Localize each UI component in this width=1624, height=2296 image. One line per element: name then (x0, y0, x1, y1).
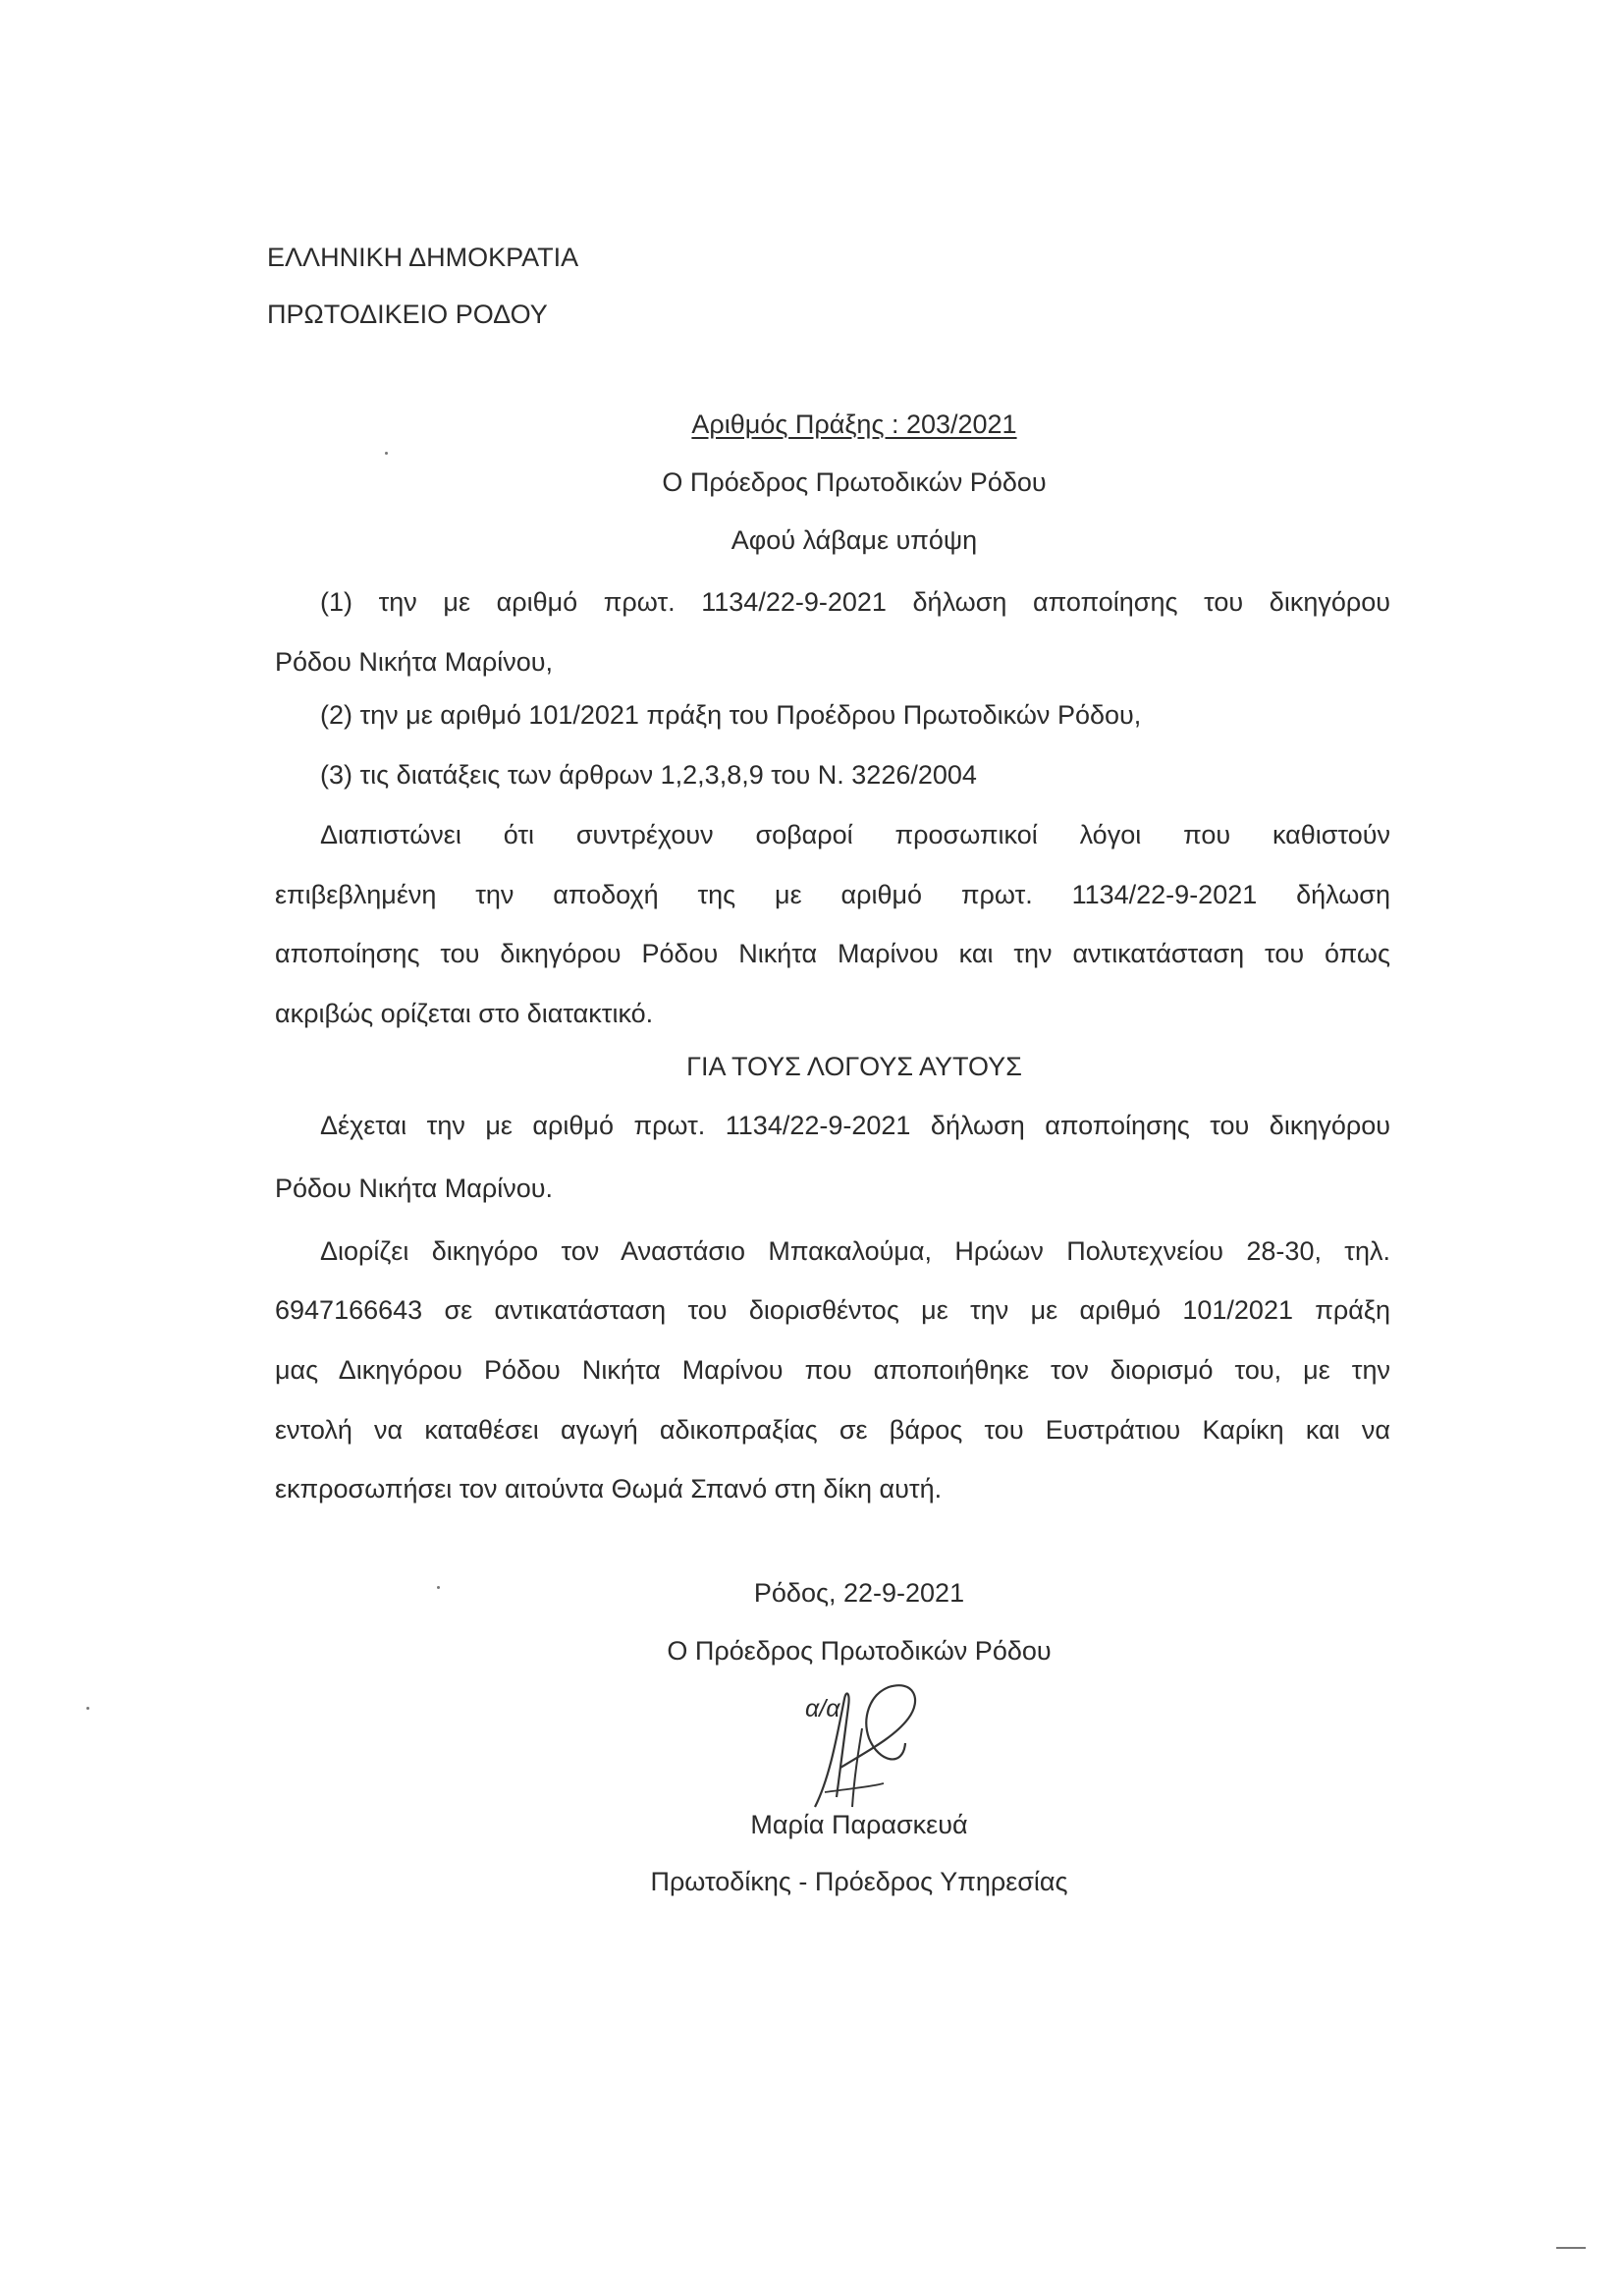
act-number: Αριθμός Πράξης : 203/2021 (691, 410, 1017, 439)
signer-role: Ο Πρόεδρος Πρωτοδικών Ρόδου (667, 1636, 1052, 1666)
decision-2-line-4: εντολή να καταθέσει αγωγή αδικοπραξίας σε βάρος του Ευστράτιου Καρίκη και να (275, 1415, 1390, 1445)
place-date: Ρόδος, 22-9-2021 (753, 1578, 965, 1608)
decision-2-line-3: μας Δικηγόρου Ρόδου Νικήτα Μαρίνου που αποποιήθηκε τον διορισμό του, με την (275, 1355, 1390, 1385)
finding-line-1: Διαπιστώνει ότι συντρέχουν σοβαροί προσωπικοί λόγοι που καθιστούν (320, 820, 1390, 849)
consideration-3: (3) τις διατάξεις των άρθρων 1,2,3,8,9 του Ν. 3226/2004 (320, 760, 977, 790)
scan-speck (437, 1586, 440, 1589)
scan-speck (385, 452, 388, 455)
decision-2-line-5: εκπροσωπήσει τον αιτούντα Θωμά Σπανό στη δίκη αυτή. (275, 1474, 943, 1503)
republic-heading: ΕΛΛΗΝΙΚΗ ΔΗΜΟΚΡΑΤΙΑ (267, 243, 579, 272)
finding-line-3: αποποίησης του δικηγόρου Ρόδου Νικήτα Μαρίνου και την αντικατάσταση του όπως (275, 939, 1390, 968)
reasons-heading: ΓΙΑ ΤΟΥΣ ΛΟΓΟΥΣ ΑΥΤΟΥΣ (686, 1052, 1022, 1081)
act-issuer: Ο Πρόεδρος Πρωτοδικών Ρόδου (662, 467, 1047, 497)
consideration-2: (2) την με αριθμό 101/2021 πράξη του Προέδρου Πρωτοδικών Ρόδου, (320, 700, 1142, 730)
court-heading: ΠΡΩΤΟΔΙΚΕΙΟ ΡΟΔΟΥ (267, 300, 548, 329)
decision-2-line-1: Διορίζει δικηγόρο τον Αναστάσιο Μπακαλούμα, Ηρώων Πολυτεχνείου 28-30, τηλ. (320, 1236, 1390, 1266)
finding-line-4: ακριβώς ορίζεται στο διατακτικό. (275, 999, 654, 1028)
scan-speck (86, 1707, 89, 1710)
scan-speck (1556, 2247, 1586, 2249)
decision-2-line-2: 6947166643 σε αντικατάσταση του διορισθέντος με την με αριθμό 101/2021 πράξη (275, 1295, 1390, 1325)
decision-1-line-1: Δέχεται την με αριθμό πρωτ. 1134/22-9-2021 δήλωση αποποίησης του δικηγόρου (320, 1111, 1390, 1140)
handwritten-signature (776, 1660, 962, 1827)
finding-line-2: επιβεβλημένη την αποδοχή της με αριθμό πρωτ. 1134/22-9-2021 δήλωση (275, 880, 1390, 909)
consideration-1-line-1: (1) την με αριθμό πρωτ. 1134/22-9-2021 δήλωση αποποίησης του δικηγόρου (320, 587, 1390, 617)
signer-title: Πρωτοδίκης - Πρόεδρος Υπηρεσίας (650, 1867, 1068, 1896)
considering-heading: Αφού λάβαμε υπόψη (731, 525, 978, 555)
signer-name: Μαρία Παρασκευά (750, 1810, 968, 1839)
signature-mark: α/α (805, 1695, 840, 1722)
consideration-1-line-2: Ρόδου Νικήτα Μαρίνου, (275, 647, 553, 677)
decision-1-line-2: Ρόδου Νικήτα Μαρίνου. (275, 1174, 553, 1203)
